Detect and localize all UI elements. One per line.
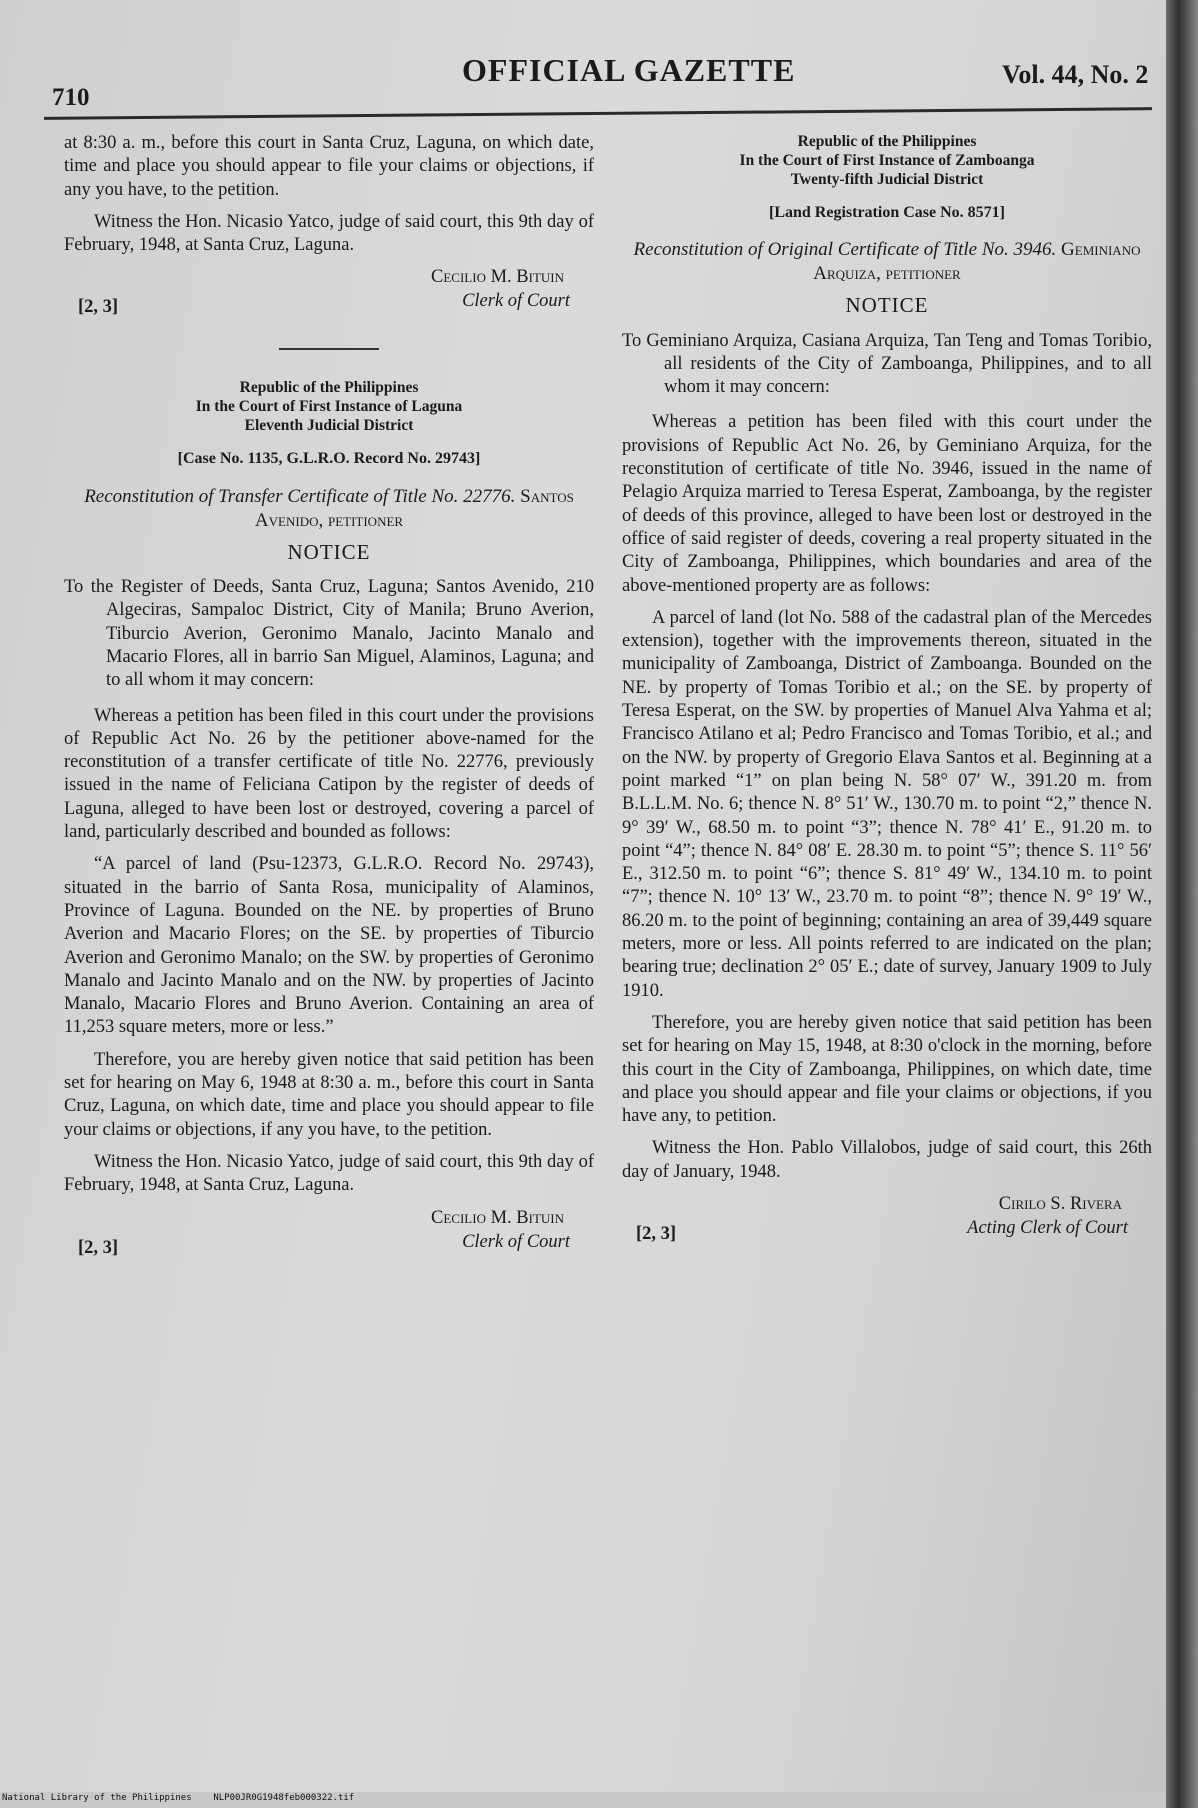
republic-label: Republic of the Philippines [797,133,977,150]
reconstitution-title [64,485,594,533]
petitioner-name: Geminiano Arquiza, petitioner [813,239,1141,285]
therefore-paragraph: Therefore, you are hereby given notice that said petition has been set for hearing on May 15, 1948, at 8:30 o'clock in the morning, before this court in the City of Zamboanga, Philippines, on which date, time and place you should appear and file your claims or objections, if you have any, to petition. [622,1012,1152,1127]
reconstitution-title [622,238,1152,286]
whereas-paragraph: Whereas a petition has been filed with this court under the provisions of Republic Act No. 26, by Geminiano Arquiza, for the reconstitution of certificate of title No. 3946, issued in the name of Pelagio Arquiza married to Teresa Esperat, Zamboanga, by the register of deeds of this province, alleged to have been lost or destroyed in the office of said register of deeds, covering a real property situated in the City of Zamboanga, Philippines, which boundaries and area of the above-mentioned property are as follows: [622,412,1152,596]
volume-number: Vol. 44, No. 2 [1002,60,1149,89]
whereas-paragraph: Whereas a petition has been filed in this court under the provisions of Republic Act No. 26 by the petitioner above-named for the reconstitution of a transfer certificate of title No. 22776, previously issued in the name of Feliciana Catipon by the register of deeds of Laguna, alleged to have been lost or destroyed, covering a parcel of land, particularly described and bounded as follows: [64,705,594,843]
continued-paragraph: at 8:30 a. m., before this court in Santa Cruz, Laguna, on which date, time and place you should appear to file your claims or objections, if any you have, to the petition. [64,133,594,200]
notice-heading: NOTICE [845,293,929,318]
court-header [622,132,1152,189]
left-column [64,132,594,1267]
signature-block [622,1193,1152,1253]
notice-heading: NOTICE [287,539,371,564]
case-number: [Land Registration Case No. 8571] [769,204,1005,221]
signatory-title: Clerk of Court [462,291,570,312]
signature-block [64,1207,594,1267]
issue-reference: [2, 3] [636,1223,677,1244]
reconstitution-text: Reconstitution of Original Certificate of Title No. 3946. [633,239,1057,261]
book-binding-edge [1166,0,1198,1808]
witness-paragraph: Witness the Hon. Nicasio Yatco, judge of said court, this 9th day of February, 1948, at Santa Cruz, Laguna. [64,211,594,256]
reconstitution-text: Reconstitution of Transfer Certificate of Title No. 22776. [84,485,516,507]
signatory-name: Cecilio M. Bituin [431,1207,564,1228]
scan-footer [2,1793,354,1803]
witness-paragraph: Witness the Hon. Pablo Villalobos, judge of said court, this 26th day of January, 1948. [622,1138,1152,1182]
judicial-district: Twenty-fifth Judicial District [790,171,984,188]
signatory-title: Acting Clerk of Court [967,1217,1128,1238]
right-column [622,132,1152,1253]
therefore-paragraph: Therefore, you are hereby given notice that said petition has been set for hearing on May 6, 1948 at 8:30 a. m., before this court in Santa Cruz, Laguna, on which date, time and place you should appear to file your claims or objections, if any you have, to the petition. [64,1049,594,1140]
witness-paragraph: Witness the Hon. Nicasio Yatco, judge of said court, this 9th day of February, 1948, at Santa Cruz, Laguna. [64,1151,594,1196]
court-name: In the Court of First Instance of Zamboanga [739,152,1035,169]
issue-reference: [2, 3] [78,297,119,318]
scan-filename: NLP00JR0G1948feb000322.tif [213,1793,355,1803]
signatory-name: Cecilio M. Bituin [431,267,564,288]
issue-reference: [2, 3] [78,1237,119,1258]
notice-addressees: To Geminiano Arquiza, Casiana Arquiza, Tan Teng and Tomas Toribio, all residents of the City of Zamboanga, Philippines, and to all whom it may concern: [622,330,1152,398]
parcel-description: “A parcel of land (Psu-12373, G.L.R.O. Record No. 29743), situated in the barrio of Santa Rosa, municipality of Alaminos, Province of Laguna. Bounded on the NE. by properties of Bruno Averion and Macario Flores; on the SE. by properties of Tiburcio Averion and Geronimo Manalo; on the SW. by properties of Geronimo Manalo and Jacinto Manalo and on the NW. by properties of Jacinto Manalo, Macario Flores and Bruno Averion. Containing an area of 11,253 square meters, more or less.” [64,854,594,1038]
signatory-name: Cirilo S. Rivera [998,1193,1122,1214]
notice-addressees: To the Register of Deeds, Santa Cruz, Laguna; Santos Avenido, 210 Algeciras, Sampaloc District, City of Manila; Bruno Averion, Tiburcio Averion, Geronimo Manalo, Jacinto Manalo and Macario Flores, all in barrio San Miguel, Alaminos, Laguna; and to all whom it may concern: [64,577,594,691]
judicial-district: Eleventh Judicial District [244,417,414,435]
petitioner-name: Santos Avenido, petitioner [254,485,574,531]
court-name: In the Court of First Instance of Laguna [195,398,463,416]
page-number: 710 [52,84,90,111]
signatory-title: Clerk of Court [462,1231,570,1252]
court-header [64,378,594,435]
signature-block [64,266,594,326]
parcel-description: A parcel of land (lot No. 588 of the cadastral plan of the Mercedes extension), together with the improvements thereon, situated in the municipality of Zamboanga, District of Zamboanga. Bounded on the NE. by property of Tomas Toribio et al.; on the SE. by property of Teresa Esperat, on the SW. by properties of Manuel Alva Yahma et al; Francisco Atilano et al; Pedro Francisco and Tomas Toribio, et al.; and on the NW. by property of Gregorio Elava Santos et al. Beginning at a point marked “1” on plan being N. 58° 07′ W., 391.20 m. from B.L.L.M. No. 6; thence N. 8° 51′ W., 130.70 m. to point “2,” thence N. 9° 39′ W., 68.50 m. to point “3”; thence N. 78° 41′ E., 91.20 m. to point “4”; thence N. 84° 08′ E. 28.30 m. to point “5”; thence S. 11° 56′ E., 312.50 m. to point “6”; thence S. 81° 49′ W., 134.10 m. to point “7”; thence N. 10° 13′ W., 23.70 m. to point “8”; thence N. 9° 19′ W., 86.20 m. to the point of beginning; containing an area of 39,449 square meters, more or less. All points referred to are indicated on the plan; bearing true; declination 2° 05′ E.; date of survey, January 1909 to July 1910. [622,607,1152,1001]
library-credit: National Library of the Philippines [2,1793,192,1803]
publication-title: OFFICIAL GAZETTE [462,52,796,88]
notice-divider [279,348,379,350]
republic-label: Republic of the Philippines [239,379,419,397]
case-number: [Case No. 1135, G.L.R.O. Record No. 29743] [177,450,481,468]
